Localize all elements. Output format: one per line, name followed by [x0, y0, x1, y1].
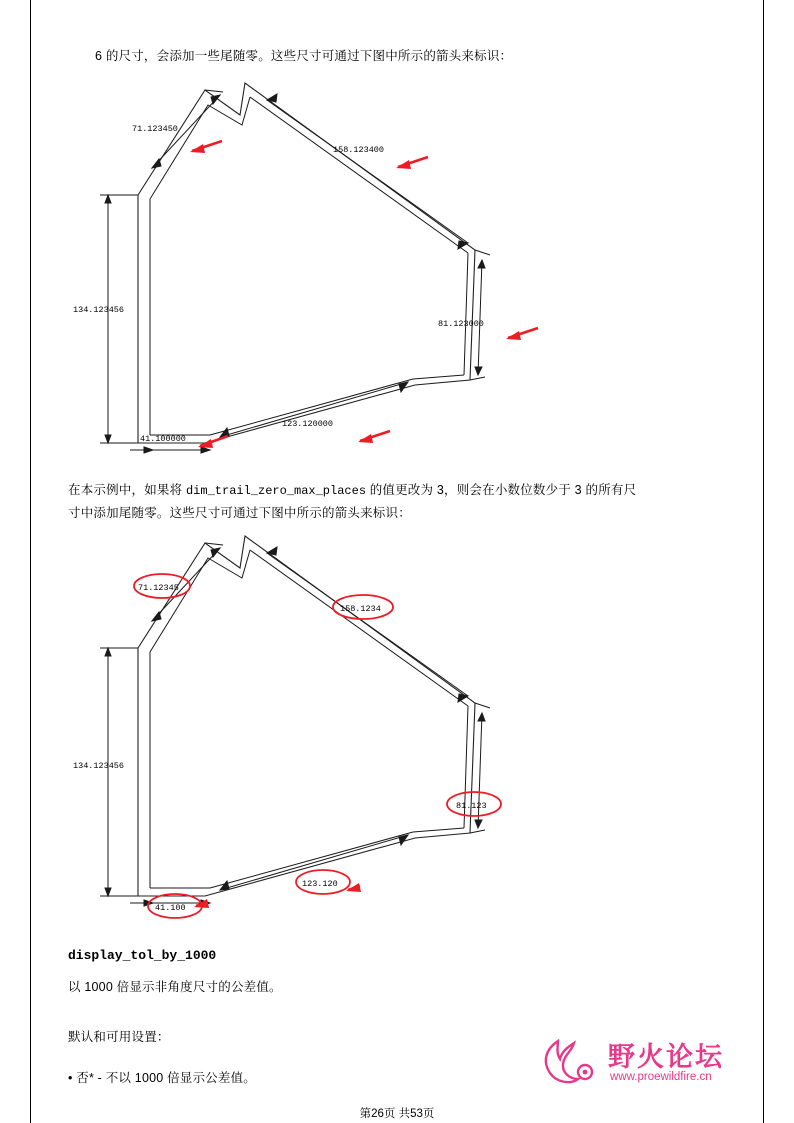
paragraph-2: [68, 480, 748, 502]
figure-1-arrow-annotated-drawing: [60, 75, 580, 465]
dim-label-158: 158.123400: [333, 145, 385, 155]
dim-label-123: 123.120000: [282, 419, 334, 429]
paragraph-2-text-a: 在本示例中，如果将: [68, 483, 186, 497]
dim2-label-123: 123.120: [302, 879, 338, 889]
paragraph-1: 6 的尺寸，会添加一些尾随零。这些尺寸可通过下图中所示的箭头来标识：: [95, 49, 513, 63]
red-arrow-5: [198, 436, 228, 448]
red-arrow-2: [396, 157, 428, 169]
red-arrow-3: [506, 328, 538, 340]
dim2-label-71: 71.12345: [138, 583, 179, 593]
paragraph-2-text-b: 的值更改为 3，则会在小数位数少于 3 的所有尺: [366, 483, 637, 497]
watermark-title: 野火论坛: [608, 1042, 724, 1073]
page-right-rule: [763, 0, 764, 1123]
dim2-label-158: 158.1234: [340, 604, 381, 614]
dim-label-71: 71.123450: [132, 124, 178, 134]
dim2-label-81: 81.123: [456, 801, 487, 811]
flame-logo-icon: [536, 1033, 606, 1091]
paragraph-5: • 否* - 不以 1000 倍显示公差值。: [68, 1071, 256, 1085]
paragraph-2-option-code: dim_trail_zero_max_places: [185, 484, 367, 498]
dim2-label-134: 134.123456: [73, 761, 125, 771]
dim2-label-41: 41.100: [155, 903, 186, 913]
dim-label-41: 41.100000: [140, 434, 186, 444]
heading-display-tol-by-1000: display_tol_by_1000: [68, 948, 217, 963]
watermark-url: www.proewildfire.cn: [610, 1071, 712, 1083]
page-left-rule: [30, 0, 31, 1123]
paragraph-4: 默认和可用设置：: [68, 1030, 170, 1044]
figure-2-circle-annotated-drawing: [60, 528, 580, 928]
paragraph-3: 以 1000 倍显示非角度尺寸的公差值。: [68, 980, 282, 994]
red-arrow-1: [190, 141, 222, 153]
paragraph-2-line2: 寸中添加尾随零。这些尺寸可通过下图中所示的箭头来标识：: [68, 506, 411, 520]
watermark-logo: [536, 1033, 766, 1095]
page-footer: 第26页 共53页: [359, 1108, 435, 1120]
dim-label-134: 134.123456: [73, 305, 125, 315]
red-arrow-4: [358, 431, 390, 443]
dim-label-81: 81.123000: [438, 319, 484, 329]
